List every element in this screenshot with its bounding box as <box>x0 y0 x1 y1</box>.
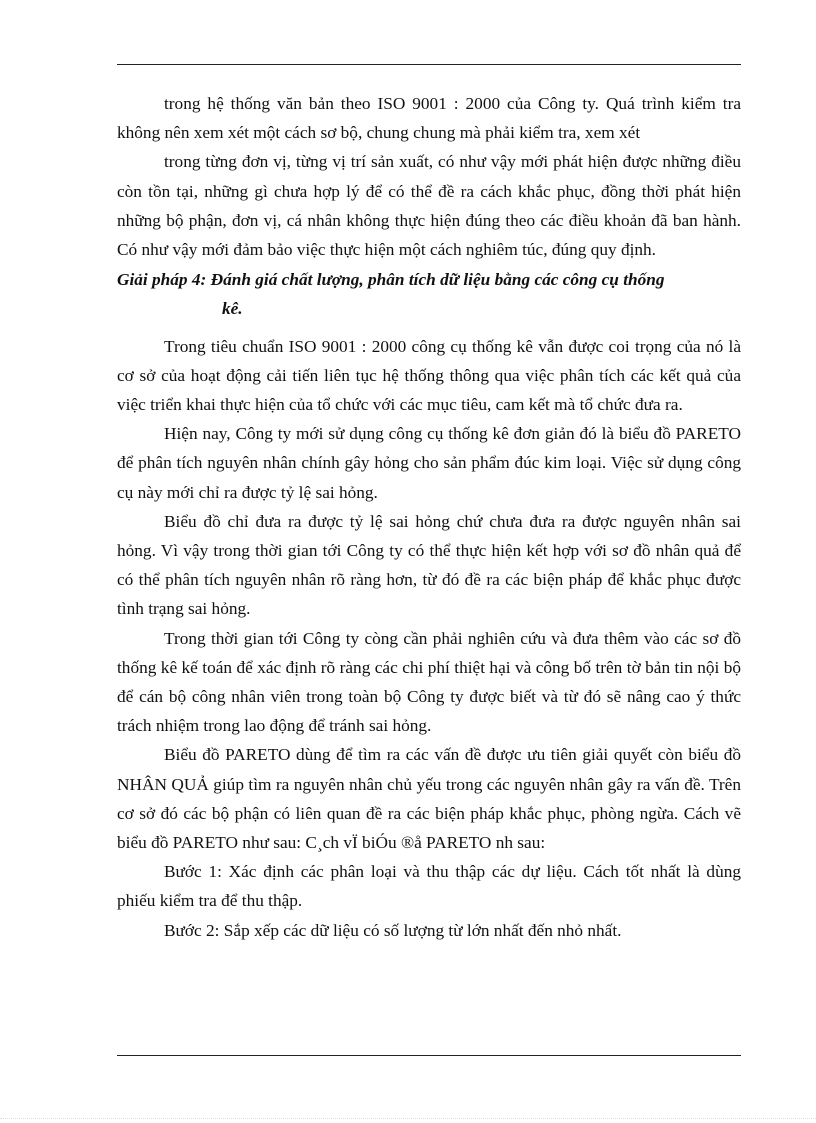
page-edge-divider <box>0 1118 816 1120</box>
paragraph-1: trong hệ thống văn bản theo ISO 9001 : 2000 của Công ty. Quá trình kiểm tra không nên xem xét một cách sơ bộ, chung chung mà phải kiểm tra, xem xét <box>117 94 741 143</box>
paragraph-2: trong từng đơn vị, từng vị trí sản xuất, có như vậy mới phát hiện được những điều còn tồn tại, những gì chưa hợp lý để có thể đề ra cách khắc phục, đồng thời phát hiện những bộ phận, đơn vị, cá nhân không thực hiện đúng theo các điều khoản đã ban hành. Có như vậy mới đảm bảo việc thực hiện một cách nghiêm túc, đúng quy định. <box>117 152 741 260</box>
document-body <box>117 89 741 945</box>
footer-rule <box>117 1055 741 1056</box>
paragraph-5: Biểu đồ chỉ đưa ra được tỷ lệ sai hỏng chứ chưa đưa ra được nguyên nhân sai hỏng. Vì vậy trong thời gian tới Công ty có thể thực hiện kết hợp với sơ đồ nhân quả để có thể phân tích nguyên nhân rõ ràng hơn, từ đó đề ra các biện pháp để khắc phục được tình trạng sai hỏng. <box>117 511 741 619</box>
header-rule <box>117 64 741 65</box>
paragraph-9: Bước 2: Sắp xếp các dữ liệu có số lượng từ lớn nhất đến nhỏ nhất. <box>164 920 622 940</box>
paragraph-6: Trong thời gian tới Công ty còng cần phải nghiên cứu và đưa thêm vào các sơ đồ thống kê kế toán để xác định rõ ràng các chi phí thiệt hại và công bố trên tờ bản tin nội bộ để cán bộ công nhân viên trong toàn bộ Công ty được biết và từ đó sẽ nâng cao ý thức trách nhiệm trong lao động để tránh sai hỏng. <box>117 628 741 736</box>
paragraph-4: Hiện nay, Công ty mới sử dụng công cụ thống kê đơn giản đó là biểu đồ PARETO để phân tích nguyên nhân chính gây hỏng cho sản phẩm đúc kim loại. Việc sử dụng công cụ này mới chỉ ra được tỷ lệ sai hỏng. <box>117 424 741 502</box>
paragraph-7: Biểu đồ PARETO dùng để tìm ra các vấn đề được ưu tiên giải quyết còn biểu đồ NHÂN QUẢ giúp tìm ra nguyên nhân chủ yếu trong các nguyên nhân gây ra vấn đề. Trên cơ sở đó các bộ phận có liên quan đề ra các biện pháp khắc phục, phòng ngừa. Cách vẽ biểu đồ PARETO như sau: C¸ch vÏ biÓu ®å PARETO nh sau: <box>117 745 741 853</box>
heading-line-1: Giải pháp 4: Đánh giá chất lượng, phân tích dữ liệu bằng các công cụ thống <box>117 270 665 290</box>
paragraph-8: Bước 1: Xác định các phân loại và thu thập các dự liệu. Cách tốt nhất là dùng phiếu kiểm tra để thu thập. <box>117 862 741 911</box>
section-heading <box>117 265 741 323</box>
paragraph-3: Trong tiêu chuẩn ISO 9001 : 2000 công cụ thống kê vẫn được coi trọng của nó là cơ sở của hoạt động cải tiến liên tục hệ thống thông qua việc phân tích các kết quả của việc triển khai thực hiện của tổ chức với các mục tiêu, cam kết mà tổ chức đưa ra. <box>117 336 741 415</box>
heading-line-2: kê. <box>222 299 243 319</box>
